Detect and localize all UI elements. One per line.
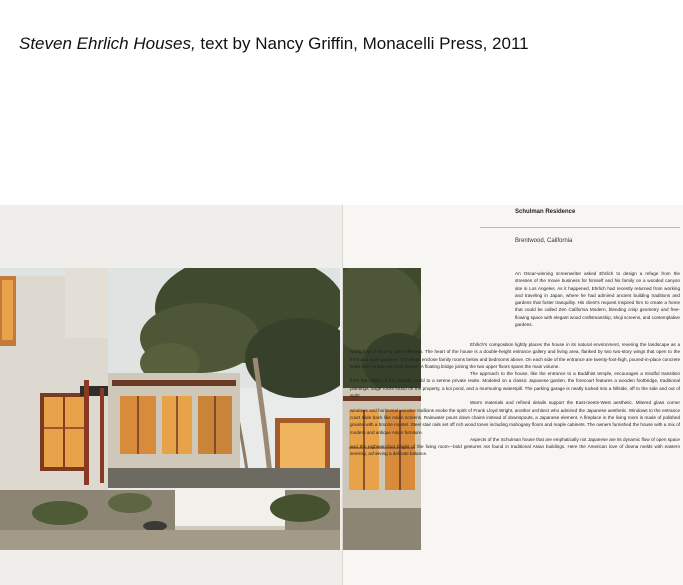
book-caption bbox=[19, 34, 529, 54]
body-paragraph: The approach to the house, like the entrance to a Buddhist temple, encourages a mindful transition from the chaos of the outside world to a serene private realm. Modeled on a classic Japanese garden, the forecourt features a wooden footbridge, traditional plantings, large rocks found on the property, a koi pond, and a murmuring waterspill. The parking garage is neatly tucked into a hillside, off to the side and out of sight. bbox=[350, 371, 680, 399]
main-text-column bbox=[350, 341, 680, 458]
project-location: Brentwood, California bbox=[515, 238, 573, 244]
intro-text-column bbox=[515, 270, 680, 328]
body-paragraph: Warm materials and refined details support the East-meets-West aesthetic. Mitered glass corner windows and horizontal wooden mullions evoke the spirit of Frank Lloyd Wright, another architect who admired the Japanese aesthetic. Windows to the entrance court slide back like Asian screens. Rainwater pours down chains instead of downspouts, a Japanese element. A fireplace in the living room is made of polished granite with a bronze mantel. Steel stair rails set off rich wood tones including mahogany floors and maple cabinets. The owners furnished the house with a mix of modern and antique Asian furniture. bbox=[350, 400, 680, 435]
body-paragraph: Aspects of the Schulman house that are emphatically not Japanese are its dynamic flow of open space and the eighteen-foot height of the living room—bold gestures not found in traditional Asian buildings. Here the American love of drama melds with eastern serenity, achieving a delicate balance. bbox=[350, 436, 680, 457]
project-heading: Schulman Residence bbox=[515, 209, 576, 215]
heading-divider bbox=[480, 227, 680, 228]
body-paragraph: Ehrlich's composition lightly places the house in its natural environment, revering the landscape as a wellspring of healing and reflection. The heart of the house is a double-height entrance gallery and living area, flanked by two two-story wings that open to the front and back gardens. The wings enclose family rooms below and bedrooms above. On each side of the entrance are twenty-foot-high, poured-in-place concrete walls that contain two stair towers. A floating bridge joining the two upper floors spans the main volume. bbox=[350, 342, 680, 369]
house-photo-left bbox=[0, 268, 340, 550]
house-illustration bbox=[0, 268, 340, 550]
book-credit: text by Nancy Griffin, Monacelli Press, 2011 bbox=[195, 34, 529, 53]
body-paragraph: An Oscar-winning screenwriter asked Ehrlich to design a refuge from the stresses of the movie business for himself and his family on a wooded canyon site in Los Angeles. As it happened, Ehrlich had recently returned from working and traveling in Japan, where he had admired ancient building traditions and gardens that foster tranquility. His client's request inspired him to create a home that could be called Zen California Modern, blending crisp geometry and free-flowing space with elegant wood craftsmanship, shoji screens, and contemplative gardens. bbox=[515, 271, 680, 328]
book-title: Steven Ehrlich Houses, bbox=[19, 34, 196, 53]
